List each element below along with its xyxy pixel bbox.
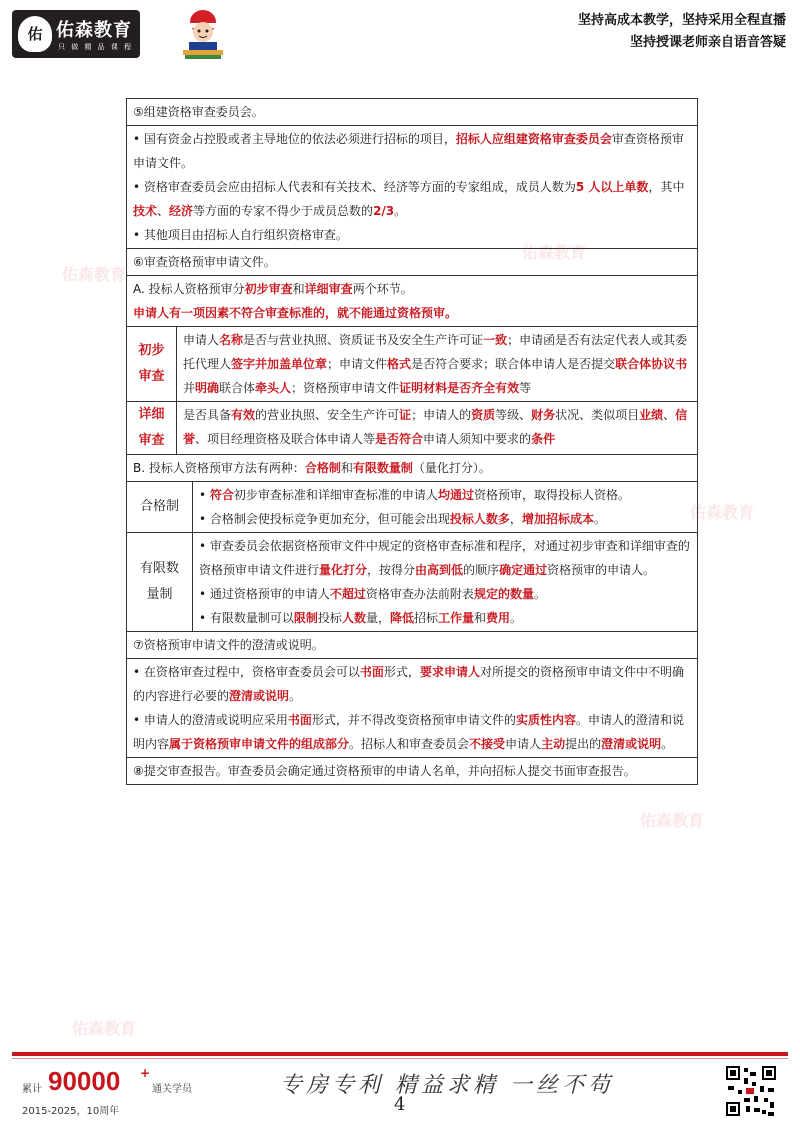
- slogan-line-1: 坚持高成本教学，坚持采用全程直播: [577, 13, 786, 28]
- row-text: • 审查委员会依据资格预审文件中规定的资格审查标准和程序，对通过初步审查和详细审查的资格预审申请文件进行量化打分，按得分由高到低的顺序确定通过资格预审的申请人。 • 通过资格预审的申请人不超过资格审查办法前附表规定的数量。 • 有限数量制可以限制投标人数量，降低招标工作量和费用。: [199, 539, 690, 625]
- row-label: 初步审查: [127, 327, 177, 401]
- cum-suffix: 通关学员: [152, 1084, 192, 1095]
- watermark: 佑森教育: [690, 503, 755, 522]
- paragraph: 申请人有一项因素不符合审查标准的，就不能通过资格预审。: [133, 306, 458, 320]
- section-5-body: [127, 126, 697, 249]
- section-7-body: [127, 659, 697, 758]
- section-7-title: [127, 632, 697, 659]
- bullet: • 其他项目由招标人自行组织资格审查。: [133, 228, 348, 242]
- paragraph: A. 投标人资格预审分初步审查和详细审查两个环节。: [133, 282, 413, 296]
- cum-label: 累计: [22, 1084, 42, 1095]
- qualification-row: [127, 482, 697, 533]
- limited-number-row: [127, 533, 697, 632]
- years-label: 2015-2025，10周年: [22, 1106, 120, 1117]
- qr-code-icon: [724, 1064, 778, 1118]
- section-6-b: [127, 455, 697, 482]
- section-6-title: [127, 249, 697, 276]
- row-label: 合格制: [127, 482, 193, 532]
- row-text: • 符合初步审查标准和详细审查标准的申请人均通过资格预审，取得投标人资格。 • 合格制会使投标竞争更加充分，但可能会出现投标人数多，增加招标成本。: [199, 488, 630, 526]
- footer-divider-thin: [12, 1058, 788, 1059]
- paragraph: ⑧提交审查报告。审查委员会确定通过资格预审的申请人名单，并向招标人提交书面审查报告。: [133, 764, 636, 778]
- section-8: [127, 758, 697, 784]
- logo-name: 佑森教育: [56, 20, 132, 41]
- paragraph: B. 投标人资格预审方法有两种：合格制和有限数量制（量化打分）。: [133, 461, 491, 475]
- detail-review-row: [127, 402, 697, 455]
- section-title: ⑤组建资格审查委员会。: [133, 105, 264, 119]
- section-6-a: [127, 276, 697, 327]
- brand-logo: [12, 10, 140, 58]
- row-text: 是否具备有效的营业执照、安全生产许可证；申请人的资质等级、财务状况、类似项目业绩、信誉、项目经理资格及联合体申请人等是否符合申请人须知中要求的条件: [183, 408, 688, 446]
- section-title: ⑥审查资格预审申请文件。: [133, 255, 276, 269]
- bullet: • 在资格审查过程中，资格审查委员会可以书面形式，要求申请人对所提交的资格预审申请文件中不明确的内容进行必要的澄清或说明。: [133, 665, 684, 703]
- row-label: 详细审查: [127, 402, 177, 454]
- logo-tagline: 只 做 精 品 课 程: [58, 43, 134, 51]
- header-slogan: [578, 10, 786, 54]
- watermark: 佑森教育: [640, 811, 705, 830]
- page-number: 4: [394, 1094, 406, 1115]
- cum-number: 90000: [48, 1066, 121, 1096]
- logo-mark-icon: 佑: [18, 16, 52, 52]
- prelim-review-row: [127, 327, 697, 402]
- watermark: 佑森教育: [522, 243, 587, 262]
- bullet: • 申请人的澄清或说明应采用书面形式，并不得改变资格预审申请文件的实质性内容。申请人的澄清和说明内容属于资格预审申请文件的组成部分。招标人和审查委员会不接受申请人主动提出的澄清或说明。: [133, 713, 684, 751]
- slogan-line-2: 坚持授课老师亲自语音答疑: [629, 35, 786, 50]
- row-text: 申请人名称是否与营业执照、资质证书及安全生产许可证一致；申请函是否有法定代表人或其委托代理人签字并加盖单位章；申请文件格式是否符合要求；联合体申请人是否提交联合体协议书并明确联合体牵头人；资格预审申请文件证明材料是否齐全有效等: [183, 333, 688, 395]
- watermark: 佑森教育: [62, 265, 127, 284]
- section-title: ⑦资格预审申请文件的澄清或说明。: [133, 638, 324, 652]
- watermark: 佑森教育: [72, 1019, 137, 1038]
- row-label: 有限数量制: [127, 533, 193, 631]
- cum-plus: +: [140, 1066, 151, 1080]
- section-5-title: [127, 99, 697, 126]
- bullet: • 资格审查委员会应由招标人代表和有关技术、经济等方面的专家组成，成员人数为5 人以上单数，其中技术、经济等方面的专家不得少于成员总数的2/3。: [133, 180, 685, 218]
- bullet: • 国有资金占控股或者主导地位的依法必须进行招标的项目，招标人应组建资格审查委员会审查资格预审申请文件。: [133, 132, 684, 170]
- content-table: [126, 98, 698, 785]
- mascot-icon: [178, 6, 228, 62]
- footer-divider: [12, 1052, 788, 1056]
- handwritten-motto: 专房专利 精益求精 一丝不苟: [280, 1073, 614, 1098]
- page-header: [0, 0, 800, 68]
